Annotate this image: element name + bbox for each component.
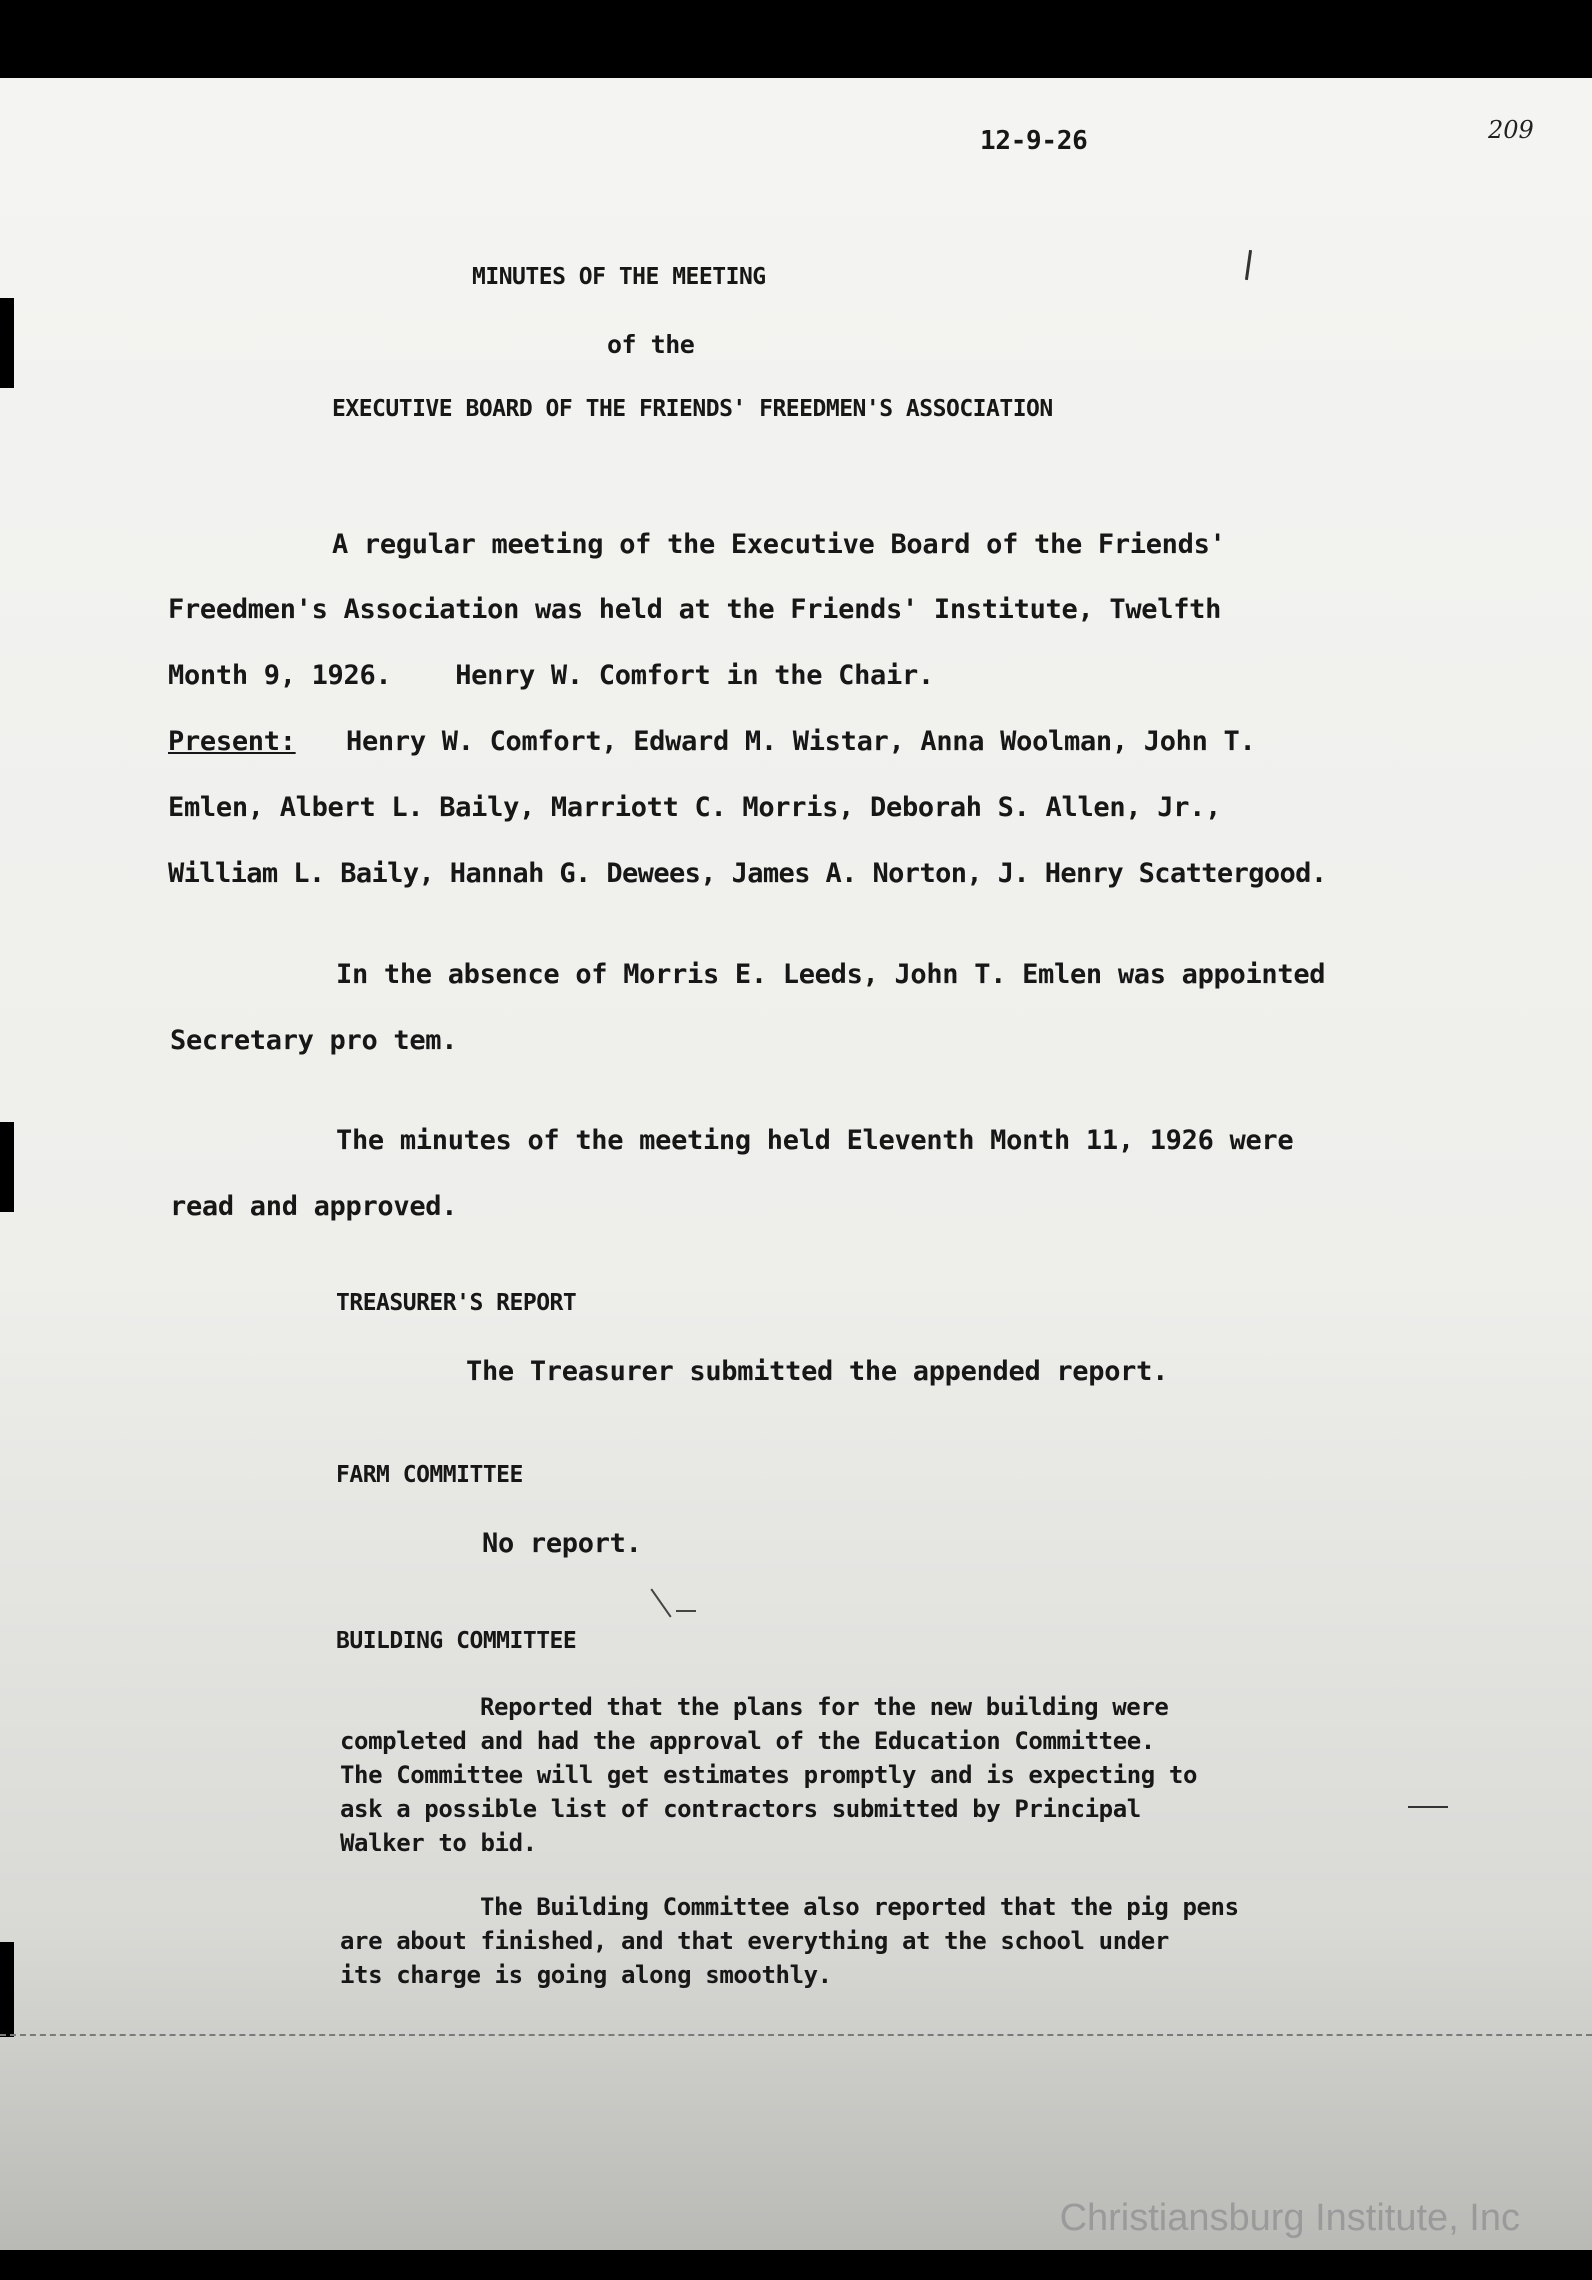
para2-line-1: In the absence of Morris E. Leeds, John T. Emlen was appointed	[336, 959, 1326, 990]
treasurer-text: The Treasurer submitted the appended report.	[466, 1356, 1169, 1387]
present-label: Present:	[168, 726, 296, 757]
title-line-1: MINUTES OF THE MEETING	[472, 264, 766, 290]
para1-line-1: A regular meeting of the Executive Board of the Friends'	[332, 529, 1226, 560]
building-para1-line-2: completed and had the approval of the Education Committee.	[340, 1727, 1155, 1755]
pencil-stroke	[650, 1589, 671, 1618]
title-line-3: EXECUTIVE BOARD OF THE FRIENDS' FREEDMEN'S ASSOCIATION	[332, 396, 1053, 422]
para3-line-2: read and approved.	[170, 1191, 458, 1222]
para1-line-3: Month 9, 1926. Henry W. Comfort in the Chair.	[168, 660, 934, 691]
binding-mark	[0, 298, 14, 388]
building-para2-line-1: The Building Committee also reported that the pig pens	[480, 1893, 1239, 1921]
page-number: 209	[1488, 116, 1534, 144]
binding-mark	[0, 1942, 14, 2037]
present-line-3: William L. Baily, Hannah G. Dewees, James A. Norton, J. Henry Scattergood.	[168, 858, 1327, 889]
farm-heading: FARM COMMITTEE	[336, 1462, 523, 1488]
margin-dash	[1408, 1806, 1448, 1808]
document-page	[0, 78, 1592, 2250]
present-line-1: Henry W. Comfort, Edward M. Wistar, Anna Woolman, John T.	[346, 726, 1256, 757]
building-para1-line-4: ask a possible list of contractors submitted by Principal	[340, 1795, 1141, 1823]
date-stamp: 12-9-26	[980, 126, 1088, 156]
building-para2-line-3: its charge is going along smoothly.	[340, 1961, 832, 1989]
building-para1-line-5: Walker to bid.	[340, 1829, 537, 1857]
building-para1-line-1: Reported that the plans for the new building were	[480, 1693, 1169, 1721]
building-para1-line-3: The Committee will get estimates promptly and is expecting to	[340, 1761, 1198, 1789]
para3-line-1: The minutes of the meeting held Eleventh Month 11, 1926 were	[336, 1125, 1294, 1156]
binding-mark	[0, 1122, 14, 1212]
para1-line-2: Freedmen's Association was held at the Friends' Institute, Twelfth	[168, 594, 1222, 625]
treasurer-heading: TREASURER'S REPORT	[336, 1290, 577, 1316]
title-line-2: of the	[607, 330, 695, 359]
farm-text: No report.	[482, 1528, 642, 1559]
pencil-tick	[1245, 250, 1252, 280]
building-para2-line-2: are about finished, and that everything at the school under	[340, 1927, 1169, 1955]
present-line-2: Emlen, Albert L. Baily, Marriott C. Morris, Deborah S. Allen, Jr.,	[168, 792, 1222, 823]
pencil-stroke	[676, 1610, 696, 1612]
watermark: Christiansburg Institute, Inc	[1059, 2197, 1520, 2239]
para2-line-2: Secretary pro tem.	[170, 1025, 458, 1056]
building-heading: BUILDING COMMITTEE	[336, 1628, 577, 1654]
fold-line	[0, 2034, 1592, 2036]
